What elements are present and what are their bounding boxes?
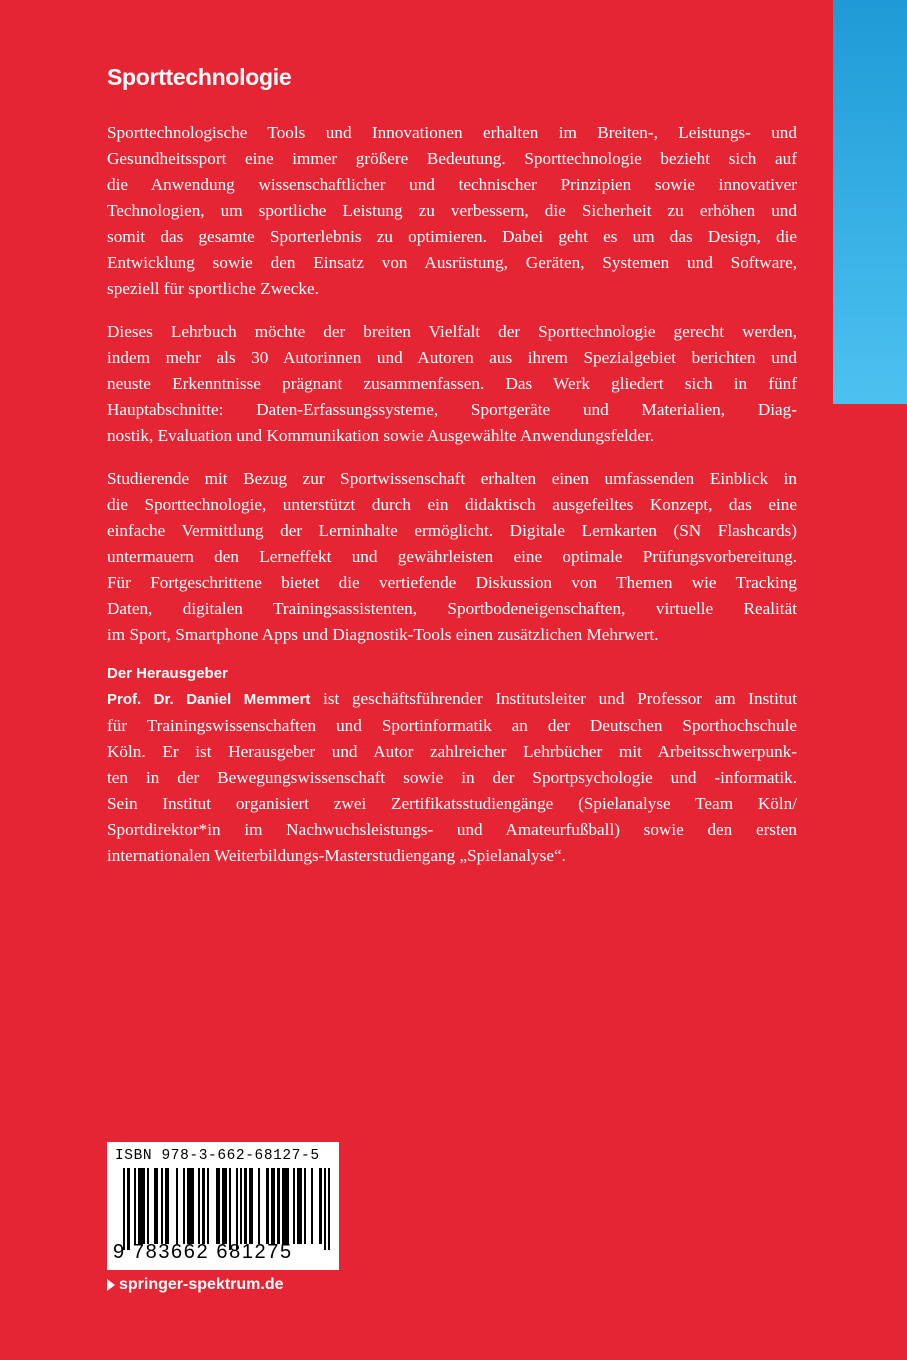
paragraph-line: Studierende mit Bezug zur Sportwissenschaft erhalten einen umfassenden Einblick in bbox=[107, 469, 797, 488]
paragraph-line: speziell für sportliche Zwecke. bbox=[107, 279, 319, 298]
paragraph-line: untermauern den Lerneffekt und gewährleisten eine optimale Prüfungsvorbereitung. bbox=[107, 547, 797, 566]
page-title: Sporttechnologie bbox=[107, 64, 292, 90]
paragraph bbox=[107, 120, 797, 302]
editor-bio-first-line-rest: ist geschäftsführender Institutsleiter und Professor am Institut bbox=[310, 689, 797, 708]
barcode-gap bbox=[260, 1168, 267, 1244]
paragraph-line: Hauptabschnitte: Daten-Erfassungssysteme, Sportgeräte und Materialien, Diag- bbox=[107, 400, 797, 419]
editor-bio-line: internationalen Weiterbildungs-Masterstudiengang „Spielanalyse“. bbox=[107, 846, 566, 865]
blue-accent-tab bbox=[833, 0, 907, 404]
barcode-gap bbox=[169, 1168, 176, 1244]
paragraph-line: Entwicklung sowie den Einsatz von Ausrüstung, Geräten, Systemen und Software, bbox=[107, 253, 797, 272]
paragraph-line: einfache Vermittlung der Lerninhalte ermöglicht. Digitale Lernkarten (SN Flashcards) bbox=[107, 521, 797, 540]
paragraph-line: Dieses Lehrbuch möchte der breiten Vielfalt der Sporttechnologie gerecht werden, bbox=[107, 322, 797, 341]
paragraph-line: die Anwendung wissenschaftlicher und technischer Prinzipien sowie innovativer bbox=[107, 175, 797, 194]
editor-bio-line: ten in der Bewegungswissenschaft sowie in der Sportpsychologie und -informatik. bbox=[107, 768, 797, 787]
editor-bio bbox=[107, 686, 797, 869]
paragraph-line: die Sporttechnologie, unterstützt durch ein didaktisch ausgefeiltes Konzept, das eine bbox=[107, 495, 797, 514]
paragraph-line: neuste Erkenntnisse prägnant zusammenfassen. Das Werk gliedert sich in fünf bbox=[107, 374, 797, 393]
editor-bio-line: Sportdirektor*in im Nachwuchsleistungs- und Amateurfußball) sowie den ersten bbox=[107, 820, 797, 839]
website-url: springer-spektrum.de bbox=[119, 1276, 284, 1293]
paragraph-line: somit das gesamte Sporterlebnis zu optimieren. Dabei geht es um das Design, die bbox=[107, 227, 797, 246]
paragraph-line: Daten, digitalen Trainingsassistenten, Sportbodeneigenschaften, virtuelle Realität bbox=[107, 599, 797, 618]
paragraphs bbox=[107, 120, 797, 648]
paragraph-line: nostik, Evaluation und Kommunikation sowie Ausgewählte Anwendungsfelder. bbox=[107, 426, 655, 445]
editor-bio-line: für Trainingswissenschaften und Sportinformatik an der Deutschen Sporthochschule bbox=[107, 716, 797, 735]
paragraph bbox=[107, 319, 797, 449]
barcode-bar bbox=[328, 1168, 330, 1250]
editor-bio-first-line bbox=[107, 686, 797, 713]
paragraph bbox=[107, 466, 797, 648]
editor-bio-line: Köln. Er ist Herausgeber und Autor zahlreicher Lehrbücher mit Arbeitsschwerpunk- bbox=[107, 742, 797, 761]
editor-bio-line: Sein Institut organisiert zwei Zertifikatsstudiengänge (Spielanalyse Team Köln/ bbox=[107, 794, 797, 813]
barcode-digits: 9 783662 681275 bbox=[113, 1241, 293, 1263]
paragraph-line: Gesundheitssport eine immer größere Bedeutung. Sporttechnologie bezieht sich auf bbox=[107, 149, 797, 168]
barcode-bar bbox=[282, 1168, 289, 1244]
paragraph-line: Für Fortgeschrittene bietet die vertiefende Diskussion von Themen wie Tracking bbox=[107, 573, 797, 592]
blurb-text bbox=[107, 120, 797, 886]
barcode-bar bbox=[187, 1168, 194, 1244]
isbn-label: ISBN 978-3-662-68127-5 bbox=[115, 1148, 320, 1164]
isbn-barcode bbox=[107, 1142, 339, 1270]
barcode-gap bbox=[209, 1168, 216, 1244]
paragraph-line: Technologien, um sportliche Leistung zu verbessern, die Sicherheit zu erhöhen und bbox=[107, 201, 797, 220]
paragraph-line: indem mehr als 30 Autorinnen und Autoren aus ihrem Spezialgebiet berichten und bbox=[107, 348, 797, 367]
editor-name: Prof. Dr. Daniel Memmert bbox=[107, 691, 311, 708]
arrow-right-icon bbox=[107, 1279, 115, 1291]
barcode-bar bbox=[138, 1168, 145, 1244]
paragraph-line: im Sport, Smartphone Apps und Diagnostik-Tools einen zusätzlichen Mehrwert. bbox=[107, 625, 659, 644]
barcode-gap bbox=[313, 1168, 320, 1244]
editor-heading: Der Herausgeber bbox=[107, 665, 228, 682]
paragraph-line: Sporttechnologische Tools und Innovationen erhalten im Breiten-, Leistungs- und bbox=[107, 123, 797, 142]
barcode-bars bbox=[123, 1168, 331, 1244]
website-link[interactable] bbox=[107, 1276, 283, 1294]
